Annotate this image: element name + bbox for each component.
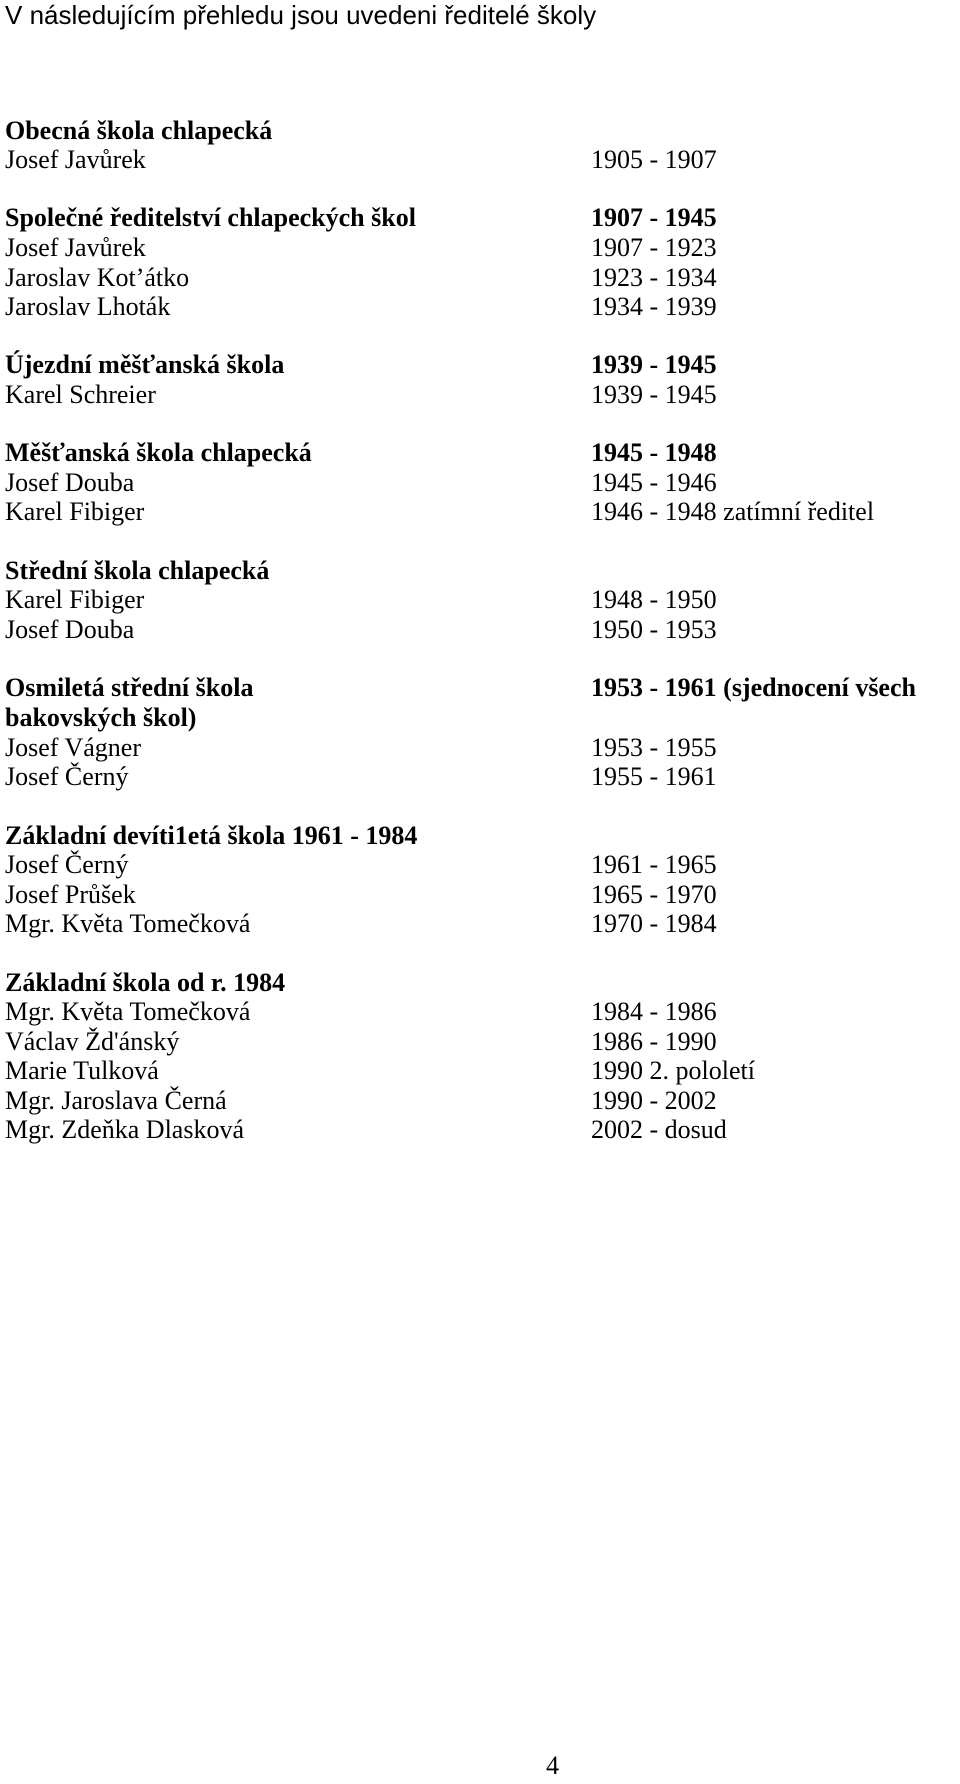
director-name: Josef Douba bbox=[5, 615, 135, 644]
director-years: 1946 - 1948 zatímní ředitel bbox=[591, 497, 875, 526]
director-row bbox=[5, 584, 955, 616]
director-years: 1950 - 1953 bbox=[591, 615, 717, 644]
director-years: 1986 - 1990 bbox=[591, 1027, 717, 1056]
section-title-text: Újezdní měšťanská škola bbox=[5, 350, 285, 379]
director-name: Josef Javůrek bbox=[5, 145, 146, 174]
director-years: 1990 2. pololetí bbox=[591, 1056, 755, 1085]
director-years: 1970 - 1984 bbox=[591, 909, 717, 938]
section-title bbox=[5, 555, 955, 587]
section-title-cont-text: bakovských škol) bbox=[5, 703, 197, 732]
section-title-text: Základní devíti1etá škola 1961 - 1984 bbox=[5, 821, 418, 850]
director-name: Mgr. Zdeňka Dlasková bbox=[5, 1115, 245, 1144]
director-row bbox=[5, 879, 955, 911]
director-name: Karel Fibiger bbox=[5, 585, 145, 614]
director-name: Karel Schreier bbox=[5, 380, 156, 409]
section-title-text: Osmiletá střední škola bbox=[5, 673, 254, 702]
section-title bbox=[5, 672, 955, 704]
director-row bbox=[5, 1026, 955, 1058]
director-row bbox=[5, 996, 955, 1028]
section-title-text: Měšťanská škola chlapecká bbox=[5, 438, 312, 467]
director-row bbox=[5, 1085, 955, 1117]
director-name: Josef Průšek bbox=[5, 880, 136, 909]
director-name: Karel Fibiger bbox=[5, 497, 145, 526]
section-title-text: Obecná škola chlapecká bbox=[5, 116, 273, 145]
director-name: Mgr. Květa Tomečková bbox=[5, 997, 251, 1026]
director-row bbox=[5, 614, 955, 646]
section-title-text: Společné ředitelství chlapeckých škol bbox=[5, 203, 416, 232]
section-title-text: Střední škola chlapecká bbox=[5, 556, 270, 585]
director-name: Mgr. Jaroslava Černá bbox=[5, 1086, 227, 1115]
director-row bbox=[5, 496, 955, 528]
director-years: 1934 - 1939 bbox=[591, 292, 717, 321]
director-name: Jaroslav Lhoták bbox=[5, 292, 171, 321]
director-years: 1953 - 1955 bbox=[591, 733, 717, 762]
director-row bbox=[5, 849, 955, 881]
section-years: 1939 - 1945 bbox=[591, 350, 717, 379]
director-row bbox=[5, 467, 955, 499]
director-years: 1955 - 1961 bbox=[591, 762, 717, 791]
director-years: 1948 - 1950 bbox=[591, 585, 717, 614]
director-name: Václav Žd'ánský bbox=[5, 1027, 180, 1056]
page-number: 4 bbox=[546, 1751, 559, 1780]
section-title bbox=[5, 349, 955, 381]
director-row bbox=[5, 1055, 955, 1087]
director-row bbox=[5, 262, 955, 294]
director-years: 1945 - 1946 bbox=[591, 468, 717, 497]
director-name: Josef Vágner bbox=[5, 733, 141, 762]
section-title bbox=[5, 437, 955, 469]
director-years: 1961 - 1965 bbox=[591, 850, 717, 879]
intro-text: V následujícím přehledu jsou uvedeni ředitelé školy bbox=[5, 0, 597, 30]
director-row bbox=[5, 1114, 955, 1146]
director-name: Josef Javůrek bbox=[5, 233, 146, 262]
director-row bbox=[5, 908, 955, 940]
director-row bbox=[5, 379, 955, 411]
director-name: Josef Černý bbox=[5, 762, 129, 791]
section-title-continuation bbox=[5, 702, 955, 734]
director-row bbox=[5, 291, 955, 323]
director-years: 1907 - 1923 bbox=[591, 233, 717, 262]
director-years: 1939 - 1945 bbox=[591, 380, 717, 409]
section-title bbox=[5, 820, 955, 852]
director-name: Mgr. Květa Tomečková bbox=[5, 909, 251, 938]
section-years: 1907 - 1945 bbox=[591, 203, 717, 232]
director-years: 1990 - 2002 bbox=[591, 1086, 717, 1115]
section-years: 1945 - 1948 bbox=[591, 438, 717, 467]
section-title bbox=[5, 115, 955, 147]
director-years: 1923 - 1934 bbox=[591, 263, 717, 292]
director-row bbox=[5, 144, 955, 176]
section-title-text: Základní škola od r. 1984 bbox=[5, 968, 286, 997]
director-name: Jaroslav Kot’átko bbox=[5, 263, 190, 292]
director-row bbox=[5, 232, 955, 264]
director-years: 1965 - 1970 bbox=[591, 880, 717, 909]
director-years: 1984 - 1986 bbox=[591, 997, 717, 1026]
section-years: 1953 - 1961 (sjednocení všech bbox=[591, 673, 916, 702]
director-name: Josef Douba bbox=[5, 468, 135, 497]
section-title bbox=[5, 967, 955, 999]
director-years: 1905 - 1907 bbox=[591, 145, 717, 174]
director-name: Marie Tulková bbox=[5, 1056, 159, 1085]
director-row bbox=[5, 761, 955, 793]
director-years: 2002 - dosud bbox=[591, 1115, 727, 1144]
director-row bbox=[5, 732, 955, 764]
director-name: Josef Černý bbox=[5, 850, 129, 879]
section-title bbox=[5, 202, 955, 234]
